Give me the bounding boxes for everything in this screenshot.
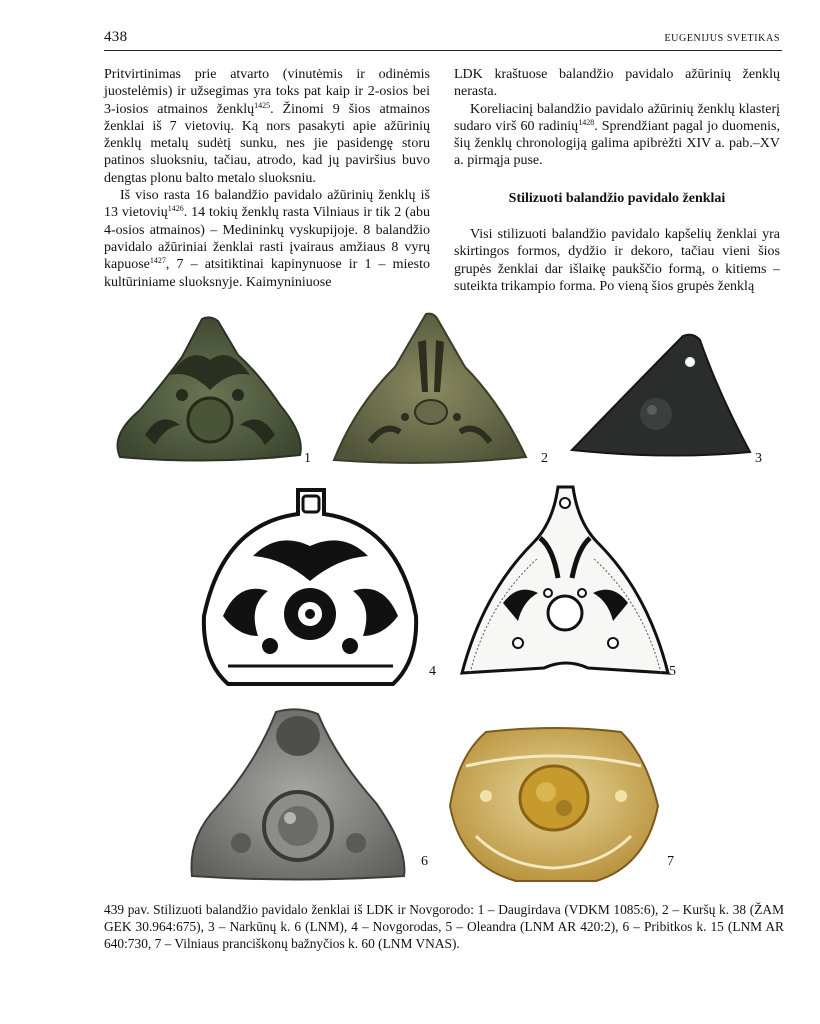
figure-caption: 439 pav. Stilizuoti balandžio pavidalo ženklai iš LDK ir Novgorodo: 1 – Daugirdava (VDKM 1085:6), 2 – Kuršų k. 38 (ŽAM GEK 30.964:675), 3 – Narkūnų k. 6 (LNM), 4 – Novgorodas, 5 – Oleandra (LNM AR 420:2), 6 – Pribitkos k. 15 (LNM AR 640:730, 7 – Vilniaus pranciškonų bažnyčios k. 60 (LNM VNAS). bbox=[104, 902, 784, 951]
figure-number-7: 7 bbox=[667, 854, 674, 869]
page-number: 438 bbox=[104, 29, 128, 45]
figure-number-3: 3 bbox=[755, 451, 762, 466]
left-column bbox=[104, 66, 430, 291]
figure-number-5: 5 bbox=[669, 664, 676, 679]
footnote-ref-1425: 1425 bbox=[254, 100, 271, 110]
left-p2-b: . 14 tokių ženklų rasta Vilniaus ir tik 2 (abu 4-osios atmainos) – Medininkų vyskupijoje. 8 balandžio pavidalo ažūriniai ženklai rasti įvairaus amžiaus 8 vyrų kapuose bbox=[104, 205, 430, 273]
left-paragraph-1 bbox=[104, 66, 430, 187]
figure-number-6: 6 bbox=[421, 854, 428, 869]
artifact-drawing-4 bbox=[198, 486, 423, 691]
footnote-ref-1427: 1427 bbox=[149, 256, 166, 266]
right-paragraph-3: Visi stilizuoti balandžio pavidalo kapšelių ženklai yra skirtingos formos, dydžio ir dekoro, tačiau vieni šios grupės ženklai dar išlaikę paukščio formą, o kitiems – suteikta trikampio forma. Po vieną šios grupės ženklą bbox=[454, 227, 780, 294]
artifact-photo-3 bbox=[568, 332, 753, 462]
right-paragraph-2 bbox=[454, 101, 780, 170]
figure-number-1: 1 bbox=[304, 451, 311, 466]
artifact-photo-7 bbox=[446, 726, 661, 886]
left-p2-c: , 7 – atsitiktinai kapinynuose ir 1 – miesto kultūriniame sluoksnyje. Kaimyniniuose bbox=[104, 257, 430, 290]
footnote-ref-1428: 1428 bbox=[578, 117, 595, 127]
left-p1-text: Pritvirtinimas prie atvarto (vinutėmis ir odinėmis juostelėmis) ir užsegimas yra toks pat kaip ir 2-osios bei 3-iosios atmainos ženklų bbox=[104, 67, 430, 117]
figure-number-2: 2 bbox=[541, 451, 548, 466]
artifact-drawing-5 bbox=[458, 483, 673, 688]
right-p2-b: . Sprendžiant pagal jo duomenis, šių ženklų chronologiją galima apibrėžti XIV a. pab.–XV a. pirmąja puse. bbox=[454, 118, 780, 169]
right-paragraph-1: LDK kraštuose balandžio pavidalo ažūrinių ženklų nerasta. bbox=[454, 67, 780, 100]
footnote-ref-1426: 1426 bbox=[167, 204, 184, 214]
right-column bbox=[454, 66, 780, 295]
figure-number-4: 4 bbox=[429, 664, 436, 679]
right-p2-a: Koreliacinį balandžio pavidalo ažūrinių ženklų klasterį sudaro virš 60 radinių bbox=[454, 101, 780, 134]
running-head: EUGENIJUS SVETIKAS bbox=[664, 33, 780, 44]
left-p2-a: Iš viso rasta 16 balandžio pavidalo ažūrinių ženklų iš 13 vietovių bbox=[104, 188, 430, 221]
left-p1-end: . Žinomi 9 šios atmainos ženklai iš 7 vietovių. Ką nors pasakyti apie ažūrinių ženklų metalų sudėtį sunku, nes jie pasidengę storu patinos sluoksniu, tačiau, atrodo, kad jų paviršius buvo dengtas plonu balto metalo sluoksniu. bbox=[104, 101, 430, 186]
header-rule bbox=[104, 50, 782, 51]
artifact-photo-2 bbox=[330, 312, 530, 472]
artifact-photo-1 bbox=[110, 315, 310, 465]
left-paragraph-2 bbox=[104, 187, 430, 291]
section-heading: Stilizuoti balandžio pavidalo ženklai bbox=[508, 190, 726, 206]
artifact-photo-6 bbox=[186, 708, 411, 883]
